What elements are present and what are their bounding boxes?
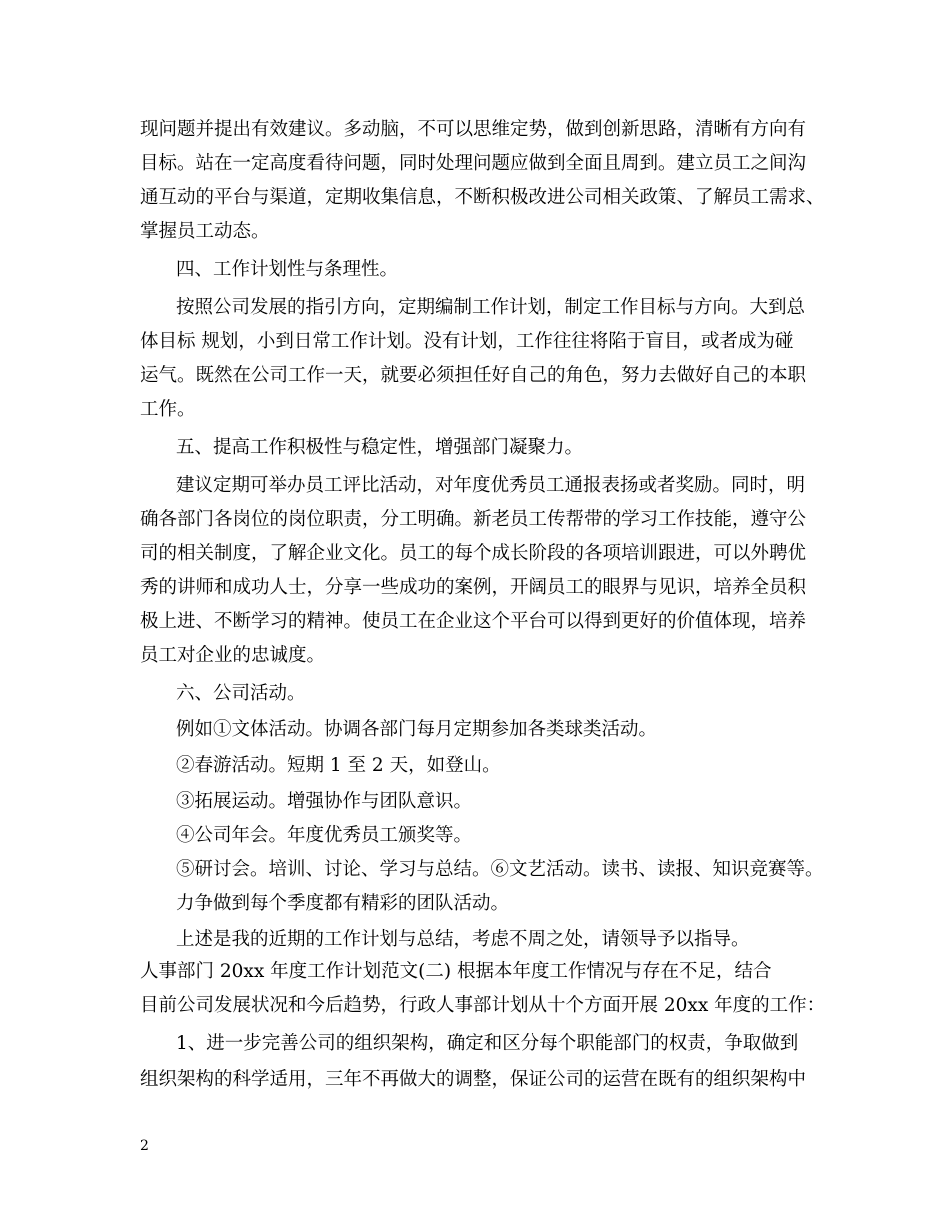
list-item: 例如①文体活动。协调各部门每月定期参加各类球类活动。 (176, 719, 658, 740)
text-line: 上述是我的近期的工作计划与总结，考虑不周之处，请领导予以指导。 (176, 929, 750, 950)
text-line: 极上进、不断学习的精神。使员工在企业这个平台可以得到更好的价值体现，培养 (140, 611, 807, 632)
text-line: 秀的讲师和成功人士，分享一些成功的案例，开阔员工的眼界与见识，培养全员积 (140, 577, 807, 598)
text-line: 掌握员工动态。 (140, 221, 270, 242)
text-line: 按照公司发展的指引方向，定期编制工作计划，制定工作目标与方向。大到总 (176, 297, 806, 318)
text-line: 通互动的平台与渠道，定期收集信息，不断积极改进公司相关政策、了解员工需求、 (140, 187, 825, 208)
text-line: 现问题并提出有效建议。多动脑，不可以思维定势，做到创新思路，清晰有方向有 (140, 119, 807, 140)
text-line: 人事部门 20xx 年度工作计划范文(二) 根据本年度工作情况与存在不足，结合 (140, 961, 772, 982)
text-line: 目前公司发展状况和今后趋势，行政人事部计划从十个方面开展 20xx 年度的工作： (140, 995, 826, 1016)
list-item: ③拓展运动。增强协作与团队意识。 (176, 791, 473, 812)
list-item: ④公司年会。年度优秀员工颁奖等。 (176, 825, 473, 846)
text-line: 确各部门各岗位的岗位职责，分工明确。新老员工传帮带的学习工作技能，遵守公 (140, 509, 807, 530)
text-line: 目标。站在一定高度看待问题，同时处理问题应做到全面且周到。建立员工之间沟 (140, 153, 807, 174)
text-line: 员工对企业的忠诚度。 (140, 645, 326, 666)
text-line: 1、进一步完善公司的组织架构，确定和区分每个职能部门的权责，争取做到 (176, 1033, 799, 1054)
text-line: 司的相关制度，了解企业文化。员工的每个成长阶段的各项培训跟进，可以外聘优 (140, 543, 807, 564)
list-item: ⑤研讨会。培训、讨论、学习与总结。⑥文艺活动。读书、读报、知识竞赛等。 (176, 859, 824, 880)
text-line: 工作。 (140, 399, 196, 420)
section-heading: 四、工作计划性与条理性。 (176, 259, 399, 280)
section-heading: 五、提高工作积极性与稳定性，增强部门凝聚力。 (176, 437, 584, 458)
text-line: 运气。既然在公司工作一天，就要必须担任好自己的角色，努力去做好自己的本职 (140, 365, 807, 386)
page-number: 2 (140, 1138, 149, 1154)
text-line: 体目标 规划，小到日常工作计划。没有计划，工作往往将陷于盲目，或者成为碰 (140, 331, 794, 352)
text-line: 组织架构的科学适用，三年不再做大的调整，保证公司的运营在既有的组织架构中 (140, 1069, 807, 1090)
section-heading: 六、公司活动。 (176, 683, 306, 704)
text-line: 力争做到每个季度都有精彩的团队活动。 (176, 893, 510, 914)
list-item: ②春游活动。短期 1 至 2 天，如登山。 (176, 755, 501, 776)
text-line: 建议定期可举办员工评比活动，对年度优秀员工通报表扬或者奖励。同时，明 (176, 475, 806, 496)
